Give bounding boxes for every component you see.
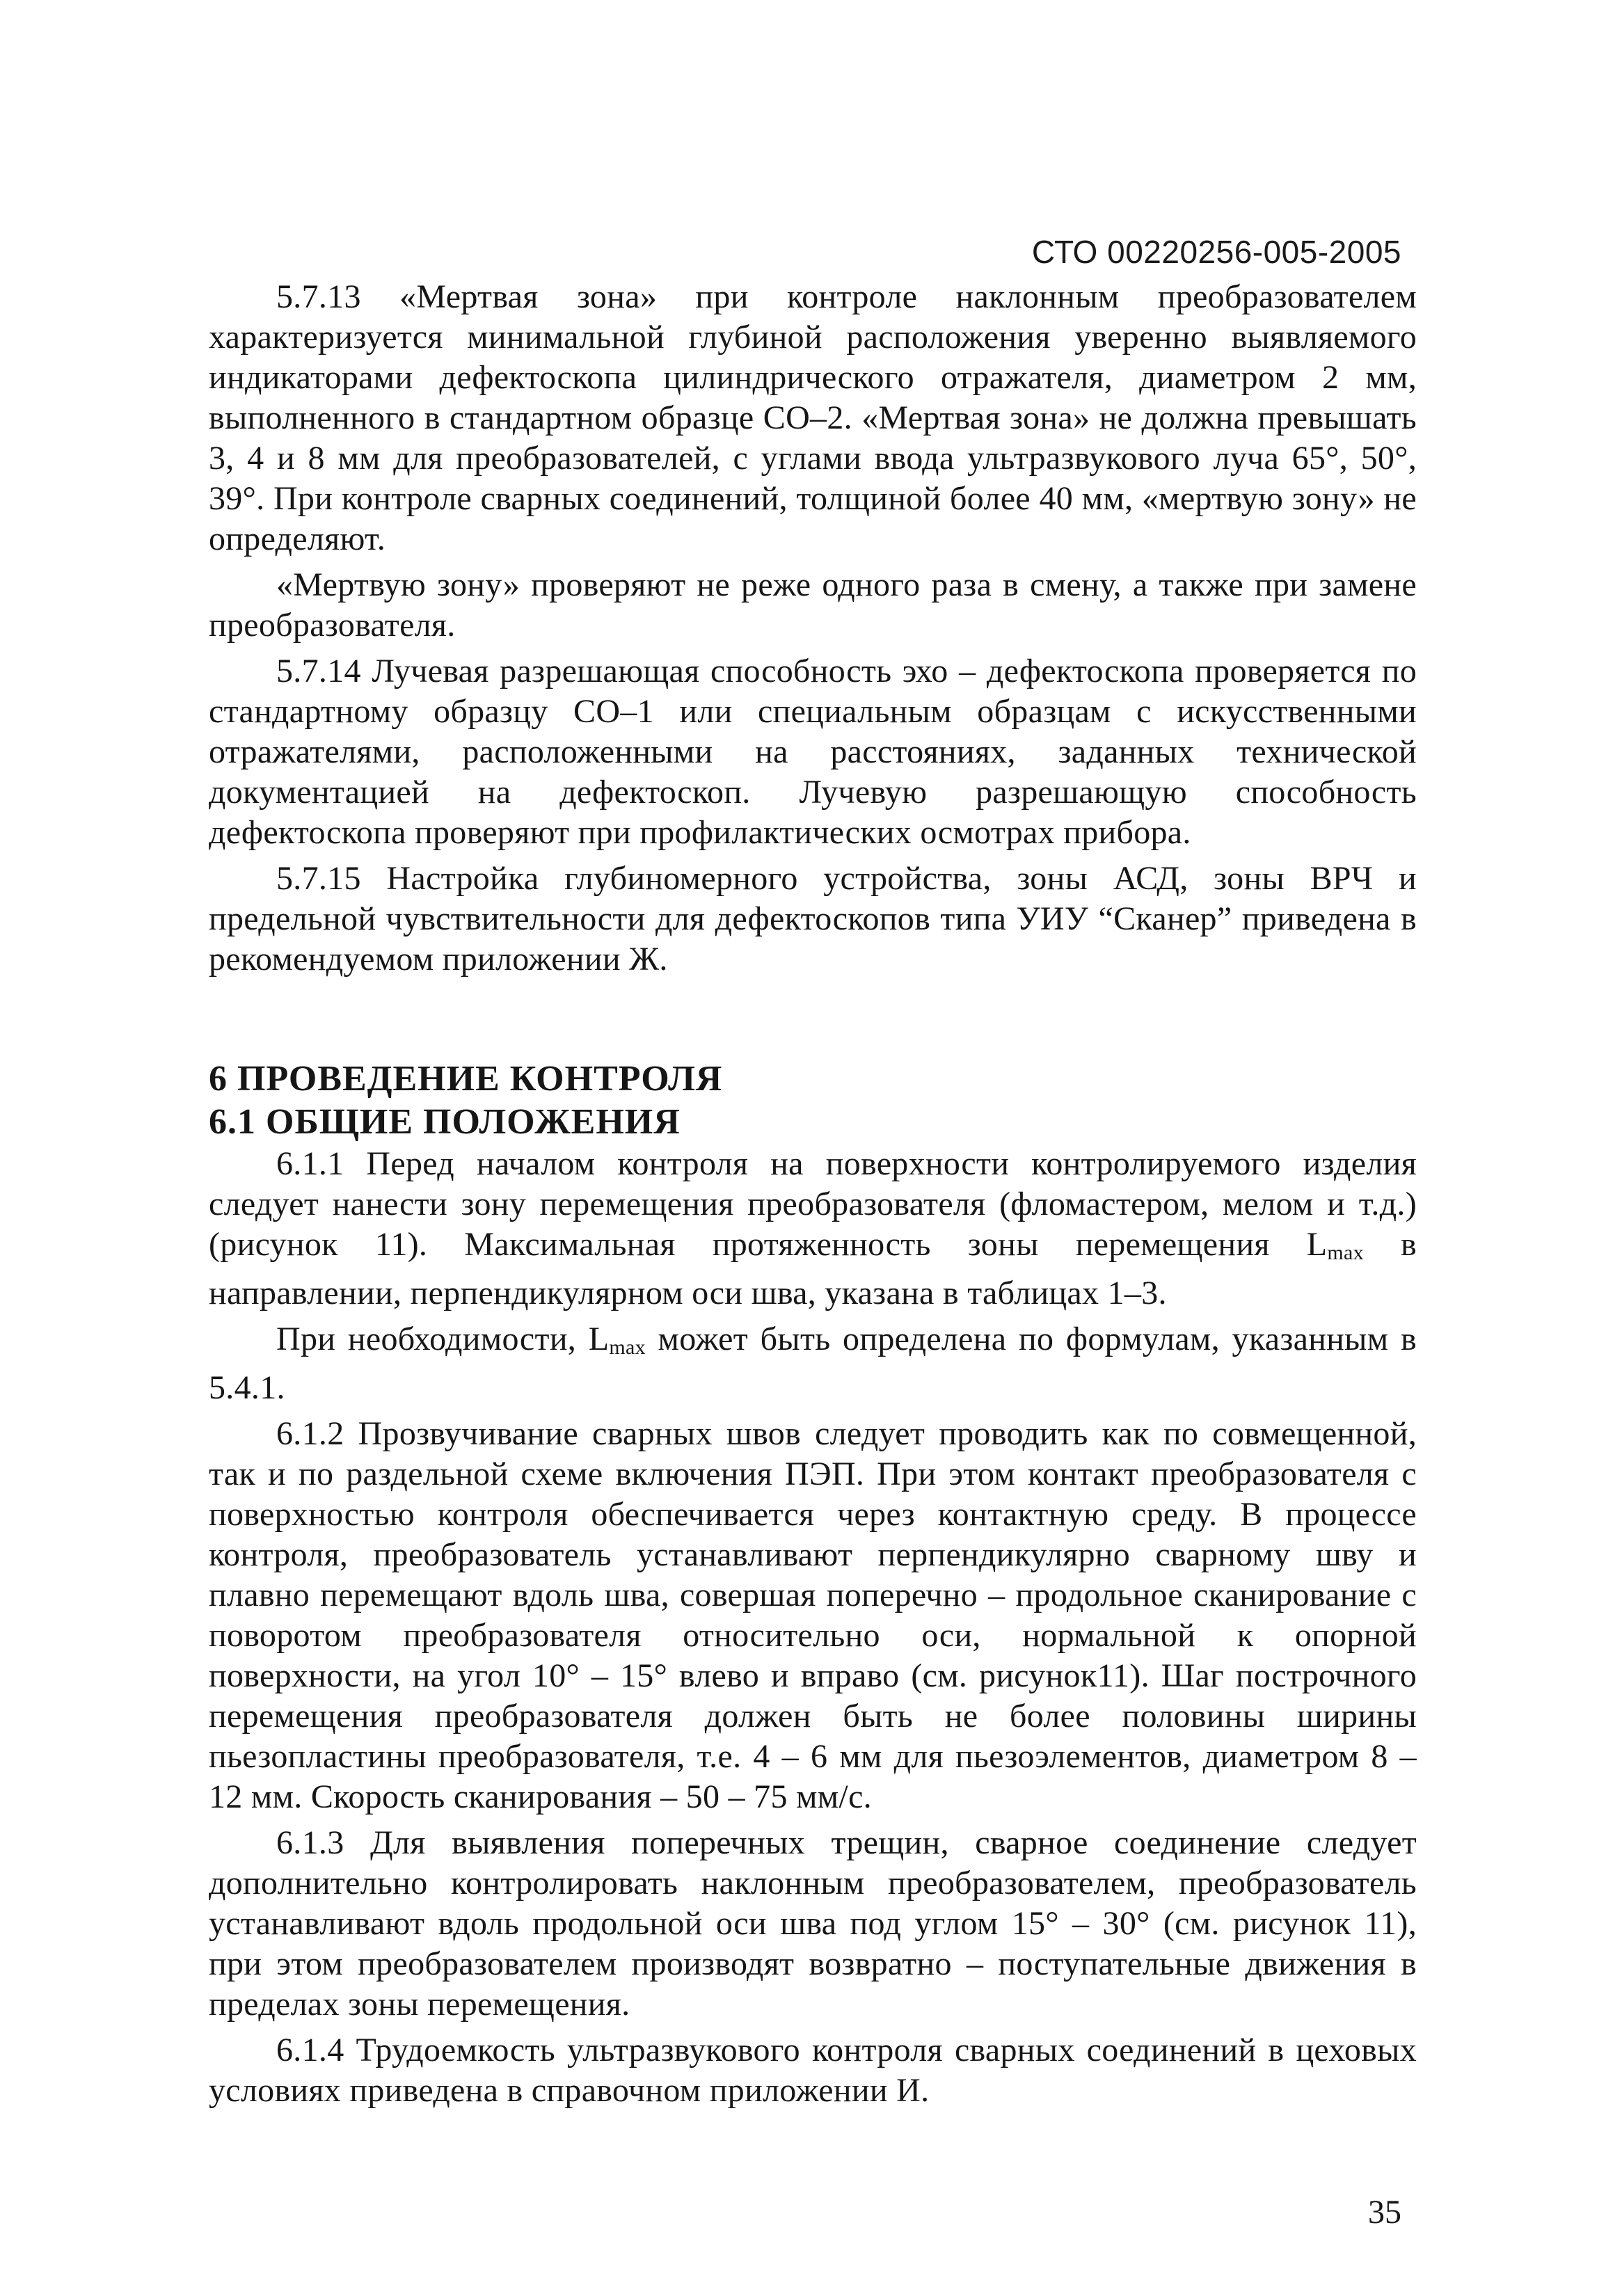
paragraph-5-7-13: 5.7.13 «Мертвая зона» при контроле наклонным преобразователем характеризуется минимальной глубиной расположения уверенно выявляемого индикаторами дефектоскопа цилиндрического отражателя, диаметром 2 мм, выполненного в стандартном образце СО–2. «Мертвая зона» не должна превышать 3, 4 и 8 мм для преобразователей, с углами ввода ультразвукового луча 65°, 50°, 39°. При контроле сварных соединений, толщиной более 40 мм, «мертвую зону» не определяют. xyxy=(209,278,1417,557)
paragraph-6-1-3: 6.1.3 Для выявления поперечных трещин, сварное соединение следует дополнительно контролировать наклонным преобразователем, преобразователь устанавливают вдоль продольной оси шва под углом 15° – 30° (см. рисунок 11), при этом преобразователем производят возвратно – поступательные движения в пределах зоны перемещения. xyxy=(209,1824,1417,2023)
formula-note-text-end: может быть определена по формулам, указанным в 5.4.1. xyxy=(209,1321,1417,1406)
paragraph-6-1-1-formula-note xyxy=(209,1319,1417,1408)
paragraph-5-7-15: 5.7.15 Настройка глубиномерного устройства, зоны АСД, зоны ВРЧ и предельной чувствительности для дефектоскопов типа УИУ “Сканер” приведена в рекомендуемом приложении Ж. xyxy=(209,860,1417,978)
lmax-subscript: max xyxy=(1327,1241,1364,1264)
page-number: 35 xyxy=(1368,2194,1401,2231)
paragraph-6-1-4: 6.1.4 Трудоемкость ультразвукового контроля сварных соединений в цеховых условиях приведена в справочном приложении И. xyxy=(209,2032,1417,2109)
paragraph-5-7-14: 5.7.14 Лучевая разрешающая способность эхо – дефектоскопа проверяется по стандартному образцу СО–1 или специальным образцам с искусственными отражателями, расположенными на расстояниях, заданных технической документацией на дефектоскоп. Лучевую разрешающую способность дефектоскопа проверяют при профилактических осмотрах прибора. xyxy=(209,653,1417,851)
lmax-subscript-2: max xyxy=(609,1336,646,1359)
document-code-header: СТО 00220256-005-2005 xyxy=(1031,234,1401,270)
section-heading-6: 6 ПРОВЕДЕНИЕ КОНТРОЛЯ xyxy=(209,1059,723,1099)
paragraph-6-1-1-text-end: в направлении, перпендикулярном оси шва, указана в таблицах 1–3. xyxy=(209,1226,1417,1312)
paragraph-6-1-1 xyxy=(209,1144,1417,1314)
formula-note-text-start: При необходимости, L xyxy=(276,1321,610,1357)
section-heading-6-1: 6.1 ОБЩИЕ ПОЛОЖЕНИЯ xyxy=(209,1102,681,1142)
paragraph-6-1-2: 6.1.2 Прозвучивание сварных швов следует проводить как по совмещенной, так и по раздельной схеме включения ПЭП. При этом контакт преобразователя с поверхностью контроля обеспечивается через контактную среду. В процессе контроля, преобразователь устанавливают перпендикулярно сварному шву и плавно перемещают вдоль шва, совершая поперечно – продольное сканирование с поворотом преобразователя относительно оси, нормальной к опорной поверхности, на угол 10° – 15° влево и вправо (см. рисунок11). Шаг построчного перемещения преобразователя должен быть не более половины ширины пьезопластины преобразователя, т.е. 4 – 6 мм для пьезоэлементов, диаметром 8 – 12 мм. Скорость сканирования – 50 – 75 мм/с. xyxy=(209,1415,1417,1815)
paragraph-6-1-1-text-start: 6.1.1 Перед началом контроля на поверхности контролируемого изделия следует нанести зону перемещения преобразователя (фломастером, мелом и т.д.) (рисунок 11). Максимальная протяженность зоны перемещения L xyxy=(209,1145,1417,1263)
paragraph-5-7-13-note: «Мертвую зону» проверяют не реже одного раза в смену, а также при замене преобразователя. xyxy=(209,566,1417,644)
document-body xyxy=(209,277,1417,2111)
